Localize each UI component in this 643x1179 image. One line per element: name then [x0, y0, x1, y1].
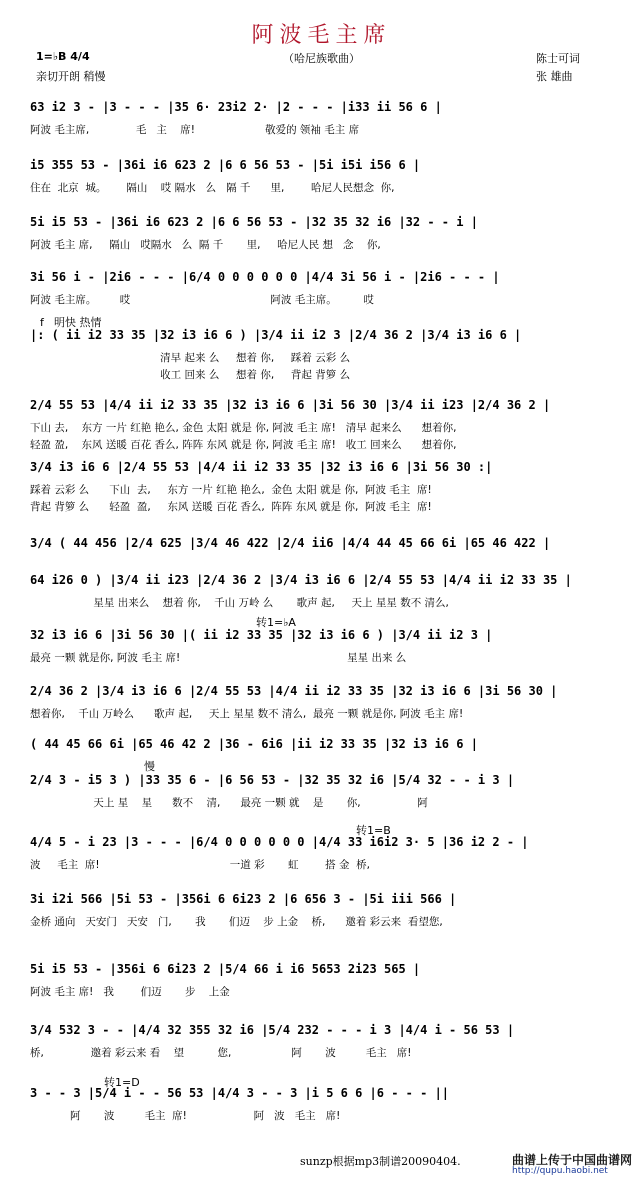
notation-row: 3/4 i3 i6 6 |2/4 55 53 |4/4 ii i2 33 35 |32 i3 i6 6 |3i 56 30 :| [30, 460, 493, 474]
notation-row: i5 355 53 - |36i i6 623 2 |6 6 56 53 - |5i i5i i56 6 | [30, 158, 421, 172]
notation-row: 4/4 5 - i 23 |3 - - - |6/4 0 0 0 0 0 0 |4/4 33 i6i2 3· 5 |36 i2 2 - | [30, 835, 529, 849]
lyric-line: 住在 北京 城。 隔山 哎 隔水 么 隔 千 里, 哈尼人民想念 你, [30, 182, 395, 194]
notation-row: 3i i2i 566 |5i 53 - |356i 6 6i23 2 |6 656 3 - |5i iii 566 | [30, 892, 457, 906]
slow-mark: 慢 [144, 760, 155, 773]
notation-row: 3/4 ( 44 456 |2/4 625 |3/4 46 422 |2/4 ii6 |4/4 44 45 66 6i |65 46 422 | [30, 536, 551, 550]
watermark-title: 曲谱上传于中国曲谱网 [512, 1153, 633, 1167]
notation-row: 3/4 532 3 - - |4/4 32 355 32 i6 |5/4 232 - - - i 3 |4/4 i - 56 53 | [30, 1023, 515, 1037]
notation-row: ( 44 45 66 6i |65 46 42 2 |36 - 6i6 |ii i2 33 35 |32 i3 i6 6 | [30, 737, 478, 751]
lyric-line: 天上 星 星 数不 清, 最亮 一颗 就 是 你, 阿 [30, 797, 428, 809]
transcription-credit: sunzp根据mp3制谱20090404. [300, 1155, 461, 1168]
lyric-line: 下山 去, 东方 一片 红艳 艳么, 金色 太阳 就是 你, 阿波 毛主 席! 清早 起来么 想着你, [30, 422, 457, 434]
notation-row: |: ( ii i2 33 35 |32 i3 i6 6 ) |3/4 ii i2 3 |2/4 36 2 |3/4 i3 i6 6 | [30, 328, 522, 342]
notation-row: 3 - - 3 |5/4 i - - 56 53 |4/4 3 - - 3 |i 5 6 6 |6 - - - || [30, 1086, 450, 1100]
tempo-marking: 亲切开朗 稍慢 [36, 70, 106, 83]
notation-row: 5i i5 53 - |356i 6 6i23 2 |5/4 66 i i6 5653 2i23 565 | [30, 962, 421, 976]
modulation-b-mark: 转1=B [356, 824, 391, 837]
lyricist: 陈士可词 [536, 52, 580, 65]
lyric-line: 阿 波 毛主 席! 阿 波 毛主 席! [30, 1110, 341, 1122]
lyric-line: 阿波 毛主 席, 隔山 哎隔水 么 隔 千 里, 哈尼人民 想 念 你, [30, 239, 381, 251]
song-title: 阿波毛主席 [251, 23, 392, 48]
notation-row: 64 i26 0 ) |3/4 ii i23 |2/4 36 2 |3/4 i3 i6 6 |2/4 55 53 |4/4 ii i2 33 35 | [30, 573, 572, 587]
notation-row: 2/4 36 2 |3/4 i3 i6 6 |2/4 55 53 |4/4 ii i2 33 35 |32 i3 i6 6 |3i 56 30 | [30, 684, 558, 698]
lyric-line: 阿波 毛主席。 哎 阿波 毛主席。 哎 [30, 294, 374, 306]
modulation-a-mark: 转1=♭A [256, 616, 296, 629]
lyric-line: 金桥 通向 天安门 天安 门, 我 们迈 步 上金 桥, 邀着 彩云来 看望您, [30, 916, 443, 928]
lyric-line: 桥, 邀着 彩云来 看 望 您, 阿 波 毛主 席! [30, 1047, 412, 1059]
tempo-change-mark: 明快 热情 [54, 316, 102, 329]
key-signature: 1=♭B 4/4 [36, 50, 90, 63]
lyric-line: 最亮 一颗 就是你, 阿波 毛主 席! 星星 出来 么 [30, 652, 407, 664]
lyric-line: 清早 起来 么 想着 你, 踩着 云彩 么 [30, 352, 351, 364]
lyric-line: 收工 回来 么 想着 你, 背起 背箩 么 [30, 369, 351, 381]
notation-row: 32 i3 i6 6 |3i 56 30 |( ii i2 33 35 |32 i3 i6 6 ) |3/4 ii i2 3 | [30, 628, 493, 642]
lyric-line: 星星 出来么 想着 你, 千山 万岭 么 歌声 起, 天上 星星 数不 清么, [30, 597, 449, 609]
lyric-line: 轻盈 盈, 东风 送暖 百花 香么, 阵阵 东风 就是 你, 阿波 毛主 席! 收工 回来么 想着你, [30, 439, 457, 451]
notation-row: 5i i5 53 - |36i i6 623 2 |6 6 56 53 - |32 35 32 i6 |32 - - i | [30, 215, 478, 229]
notation-row: 63 i2 3 - |3 - - - |35 6· 23i2 2· |2 - - - |i33 ii 56 6 | [30, 100, 442, 114]
dynamic-mark: f [40, 316, 44, 329]
modulation-d-mark: 转1=D [104, 1076, 140, 1089]
notation-row: 3i 56 i - |2i6 - - - |6/4 0 0 0 0 0 0 |4/4 3i 56 i - |2i6 - - - | [30, 270, 500, 284]
notation-row: 2/4 3 - i5 3 ) |33 35 6 - |6 56 53 - |32 35 32 i6 |5/4 32 - - i 3 | [30, 773, 515, 787]
composer: 张 雄曲 [536, 70, 573, 83]
lyric-line: 想着你, 千山 万岭么 歌声 起, 天上 星星 数不 清么, 最亮 一颗 就是你, 阿波 毛主 席! [30, 708, 464, 720]
lyric-line: 踩着 云彩 么 下山 去, 东方 一片 红艳 艳么, 金色 太阳 就是 你, 阿波 毛主 席! [30, 484, 432, 496]
song-subtitle: （哈尼族歌曲） [283, 52, 360, 65]
notation-row: 2/4 55 53 |4/4 ii i2 33 35 |32 i3 i6 6 |3i 56 30 |3/4 ii i23 |2/4 36 2 | [30, 398, 551, 412]
lyric-line: 阿波 毛主席, 毛 主 席! 敬爱的 领袖 毛主 席 [30, 124, 360, 136]
lyric-line: 波 毛主 席! 一道 彩 虹 搭 金 桥, [30, 859, 370, 871]
watermark-url: http://qupu.haobi.net [512, 1166, 608, 1176]
lyric-line: 阿波 毛主 席! 我 们迈 步 上金 [30, 986, 230, 998]
lyric-line: 背起 背箩 么 轻盈 盈, 东风 送暖 百花 香么, 阵阵 东风 就是 你, 阿波 毛主 席! [30, 501, 432, 513]
